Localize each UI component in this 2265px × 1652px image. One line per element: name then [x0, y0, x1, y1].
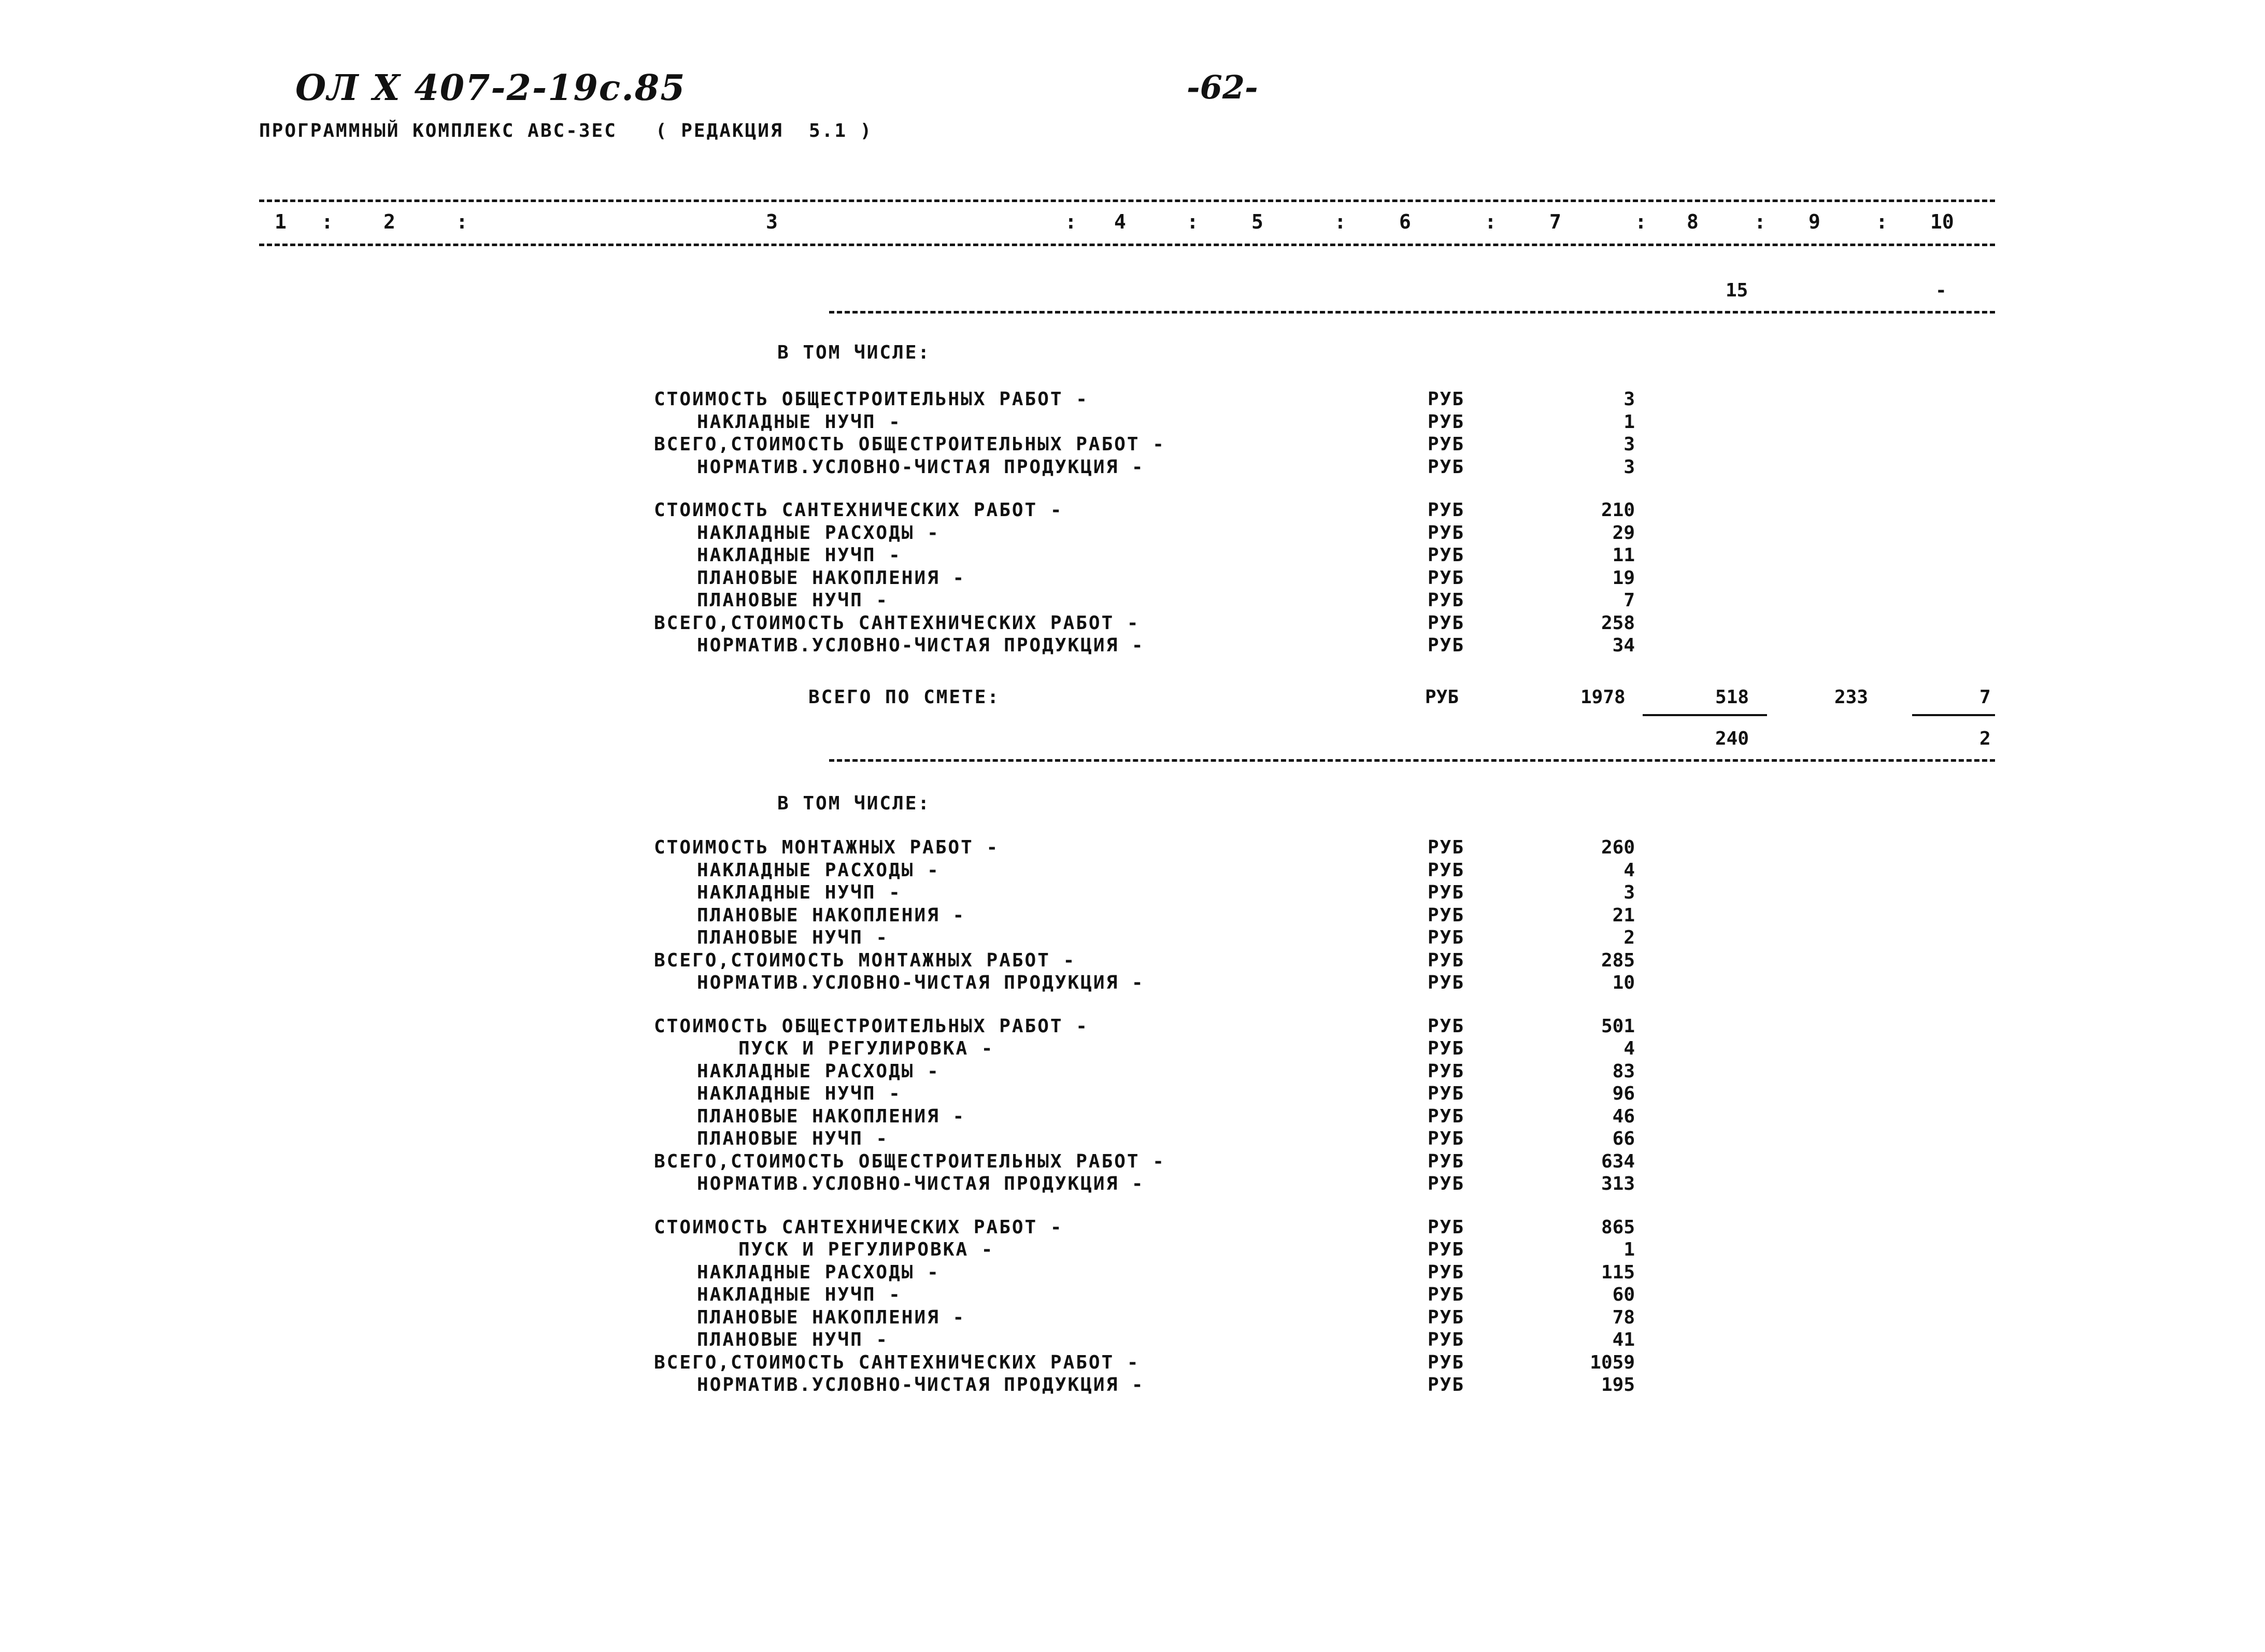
- line-item-unit: РУБ: [1428, 1351, 1465, 1373]
- line-item-label: НОРМАТИВ.УСЛОВНО-ЧИСТАЯ ПРОДУКЦИЯ -: [697, 1374, 1145, 1395]
- grand-total-underline-col10: [1912, 714, 1995, 716]
- top-total-col10: -: [1935, 280, 1947, 301]
- column-separator: :: [1635, 210, 1647, 233]
- top-total-col8: 15: [1726, 280, 1748, 301]
- column-number-6: 6: [1399, 210, 1411, 233]
- line-item-unit: РУБ: [1428, 949, 1465, 971]
- line-item-unit: РУБ: [1428, 567, 1465, 589]
- line-item-unit: РУБ: [1428, 434, 1465, 455]
- line-item-label: ПУСК И РЕГУЛИРОВКА -: [738, 1239, 994, 1260]
- line-item-value: 285: [1601, 949, 1635, 971]
- line-item-label: СТОИМОСТЬ САНТЕХНИЧЕСКИХ РАБОТ -: [654, 1216, 1063, 1238]
- line-item-value: 34: [1612, 635, 1635, 656]
- line-item-label: НАКЛАДНЫЕ РАСХОДЫ -: [697, 1060, 940, 1082]
- line-item-label: СТОИМОСТЬ МОНТАЖНЫХ РАБОТ -: [654, 837, 1000, 858]
- line-item-unit: РУБ: [1428, 590, 1465, 611]
- column-number-2: 2: [383, 210, 395, 233]
- line-item-unit: РУБ: [1428, 456, 1465, 478]
- line-item-value: 258: [1601, 612, 1635, 634]
- section-rule-1: [829, 311, 1995, 314]
- line-item-label: НАКЛАДНЫЕ НУЧП -: [697, 882, 902, 903]
- line-item-label: ПЛАНОВЫЕ НУЧП -: [697, 1329, 889, 1350]
- line-item-value: 3: [1623, 882, 1635, 903]
- grand-total-col7: 1978: [1580, 687, 1626, 708]
- column-separator: :: [1754, 210, 1766, 233]
- section-title: В ТОМ ЧИСЛЕ:: [777, 793, 931, 814]
- line-item-label: СТОИМОСТЬ ОБЩЕСТРОИТЕЛЬНЫХ РАБОТ -: [654, 1015, 1089, 1037]
- line-item-value: 10: [1612, 972, 1635, 993]
- line-item-label: НАКЛАДНЫЕ НУЧП -: [697, 411, 902, 433]
- line-item-unit: РУБ: [1428, 1150, 1465, 1172]
- column-number-4: 4: [1114, 210, 1126, 233]
- line-item-label: ПУСК И РЕГУЛИРОВКА -: [738, 1038, 994, 1059]
- line-item-value: 260: [1601, 837, 1635, 858]
- grand-total-col9: 233: [1834, 687, 1869, 708]
- line-item-unit: РУБ: [1428, 1239, 1465, 1260]
- line-item-label: НАКЛАДНЫЕ НУЧП -: [697, 1284, 902, 1305]
- line-item-unit: РУБ: [1428, 500, 1465, 521]
- line-item-value: 46: [1612, 1105, 1635, 1127]
- line-item-value: 1: [1623, 411, 1635, 433]
- line-item-value: 21: [1612, 904, 1635, 926]
- column-separator: :: [1876, 210, 1888, 233]
- line-item-label: ПЛАНОВЫЕ НУЧП -: [697, 1128, 889, 1149]
- line-item-unit: РУБ: [1428, 1261, 1465, 1283]
- line-item-value: 78: [1612, 1306, 1635, 1328]
- line-item-unit: РУБ: [1428, 882, 1465, 903]
- line-item-label: ВСЕГО,СТОИМОСТЬ ОБЩЕСТРОИТЕЛЬНЫХ РАБОТ -: [654, 434, 1165, 455]
- line-item-value: 3: [1623, 456, 1635, 478]
- line-item-unit: РУБ: [1428, 859, 1465, 881]
- line-item-label: НАКЛАДНЫЕ РАСХОДЫ -: [697, 1261, 940, 1283]
- line-item-value: 4: [1623, 859, 1635, 881]
- line-item-unit: РУБ: [1428, 1329, 1465, 1350]
- grand-total-underline-col8: [1643, 714, 1767, 716]
- line-item-label: НОРМАТИВ.УСЛОВНО-ЧИСТАЯ ПРОДУКЦИЯ -: [697, 456, 1145, 478]
- line-item-label: ПЛАНОВЫЕ НАКОПЛЕНИЯ -: [697, 1105, 966, 1127]
- column-number-3: 3: [766, 210, 778, 233]
- line-item-unit: РУБ: [1428, 612, 1465, 634]
- section-title: В ТОМ ЧИСЛЕ:: [777, 342, 931, 363]
- column-separator: :: [456, 210, 468, 233]
- line-item-unit: РУБ: [1428, 1105, 1465, 1127]
- line-item-value: 3: [1623, 389, 1635, 410]
- line-item-label: СТОИМОСТЬ ОБЩЕСТРОИТЕЛЬНЫХ РАБОТ -: [654, 389, 1089, 410]
- section-rule-2: [829, 759, 1995, 762]
- column-number-8: 8: [1687, 210, 1699, 233]
- line-item-label: ПЛАНОВЫЕ НУЧП -: [697, 927, 889, 948]
- column-number-5: 5: [1251, 210, 1263, 233]
- line-item-label: ВСЕГО,СТОИМОСТЬ САНТЕХНИЧЕСКИХ РАБОТ -: [654, 1351, 1140, 1373]
- line-item-label: НОРМАТИВ.УСЛОВНО-ЧИСТАЯ ПРОДУКЦИЯ -: [697, 1173, 1145, 1194]
- line-item-value: 1059: [1590, 1351, 1635, 1373]
- line-item-label: ПЛАНОВЫЕ НУЧП -: [697, 590, 889, 611]
- line-item-value: 1: [1623, 1239, 1635, 1260]
- column-separator: :: [1485, 210, 1497, 233]
- column-separator: :: [1334, 210, 1346, 233]
- line-item-value: 83: [1612, 1060, 1635, 1082]
- line-item-unit: РУБ: [1428, 1306, 1465, 1328]
- page-number: -62-: [1187, 68, 1258, 106]
- grand-total-label: ВСЕГО ПО СМЕТЕ:: [808, 687, 1001, 708]
- line-item-value: 11: [1612, 545, 1635, 566]
- line-item-value: 865: [1601, 1216, 1635, 1238]
- line-item-unit: РУБ: [1428, 1173, 1465, 1194]
- line-item-value: 41: [1612, 1329, 1635, 1350]
- line-item-value: 3: [1623, 434, 1635, 455]
- line-item-unit: РУБ: [1428, 635, 1465, 656]
- line-item-label: ПЛАНОВЫЕ НАКОПЛЕНИЯ -: [697, 567, 966, 589]
- line-item-unit: РУБ: [1428, 972, 1465, 993]
- line-item-label: НОРМАТИВ.УСЛОВНО-ЧИСТАЯ ПРОДУКЦИЯ -: [697, 635, 1145, 656]
- line-item-unit: РУБ: [1428, 389, 1465, 410]
- line-item-unit: РУБ: [1428, 411, 1465, 433]
- line-item-label: ВСЕГО,СТОИМОСТЬ ОБЩЕСТРОИТЕЛЬНЫХ РАБОТ -: [654, 1150, 1165, 1172]
- line-item-label: ВСЕГО,СТОИМОСТЬ МОНТАЖНЫХ РАБОТ -: [654, 949, 1076, 971]
- line-item-value: 96: [1612, 1083, 1635, 1104]
- line-item-unit: РУБ: [1428, 1038, 1465, 1059]
- line-item-unit: РУБ: [1428, 927, 1465, 948]
- line-item-value: 501: [1601, 1015, 1635, 1037]
- line-item-value: 4: [1623, 1038, 1635, 1059]
- column-number-7: 7: [1549, 210, 1561, 233]
- column-header-rule-top: [259, 200, 1995, 202]
- line-item-value: 2: [1623, 927, 1635, 948]
- line-item-label: ВСЕГО,СТОИМОСТЬ САНТЕХНИЧЕСКИХ РАБОТ -: [654, 612, 1140, 634]
- grand-total-col8-top: 518: [1715, 687, 1749, 708]
- column-separator: :: [1065, 210, 1077, 233]
- line-item-unit: РУБ: [1428, 1015, 1465, 1037]
- document-code: ОЛ X 407-2-19с.85: [295, 67, 686, 109]
- line-item-value: 634: [1601, 1150, 1635, 1172]
- line-item-value: 210: [1601, 500, 1635, 521]
- line-item-value: 66: [1612, 1128, 1635, 1149]
- line-item-label: НАКЛАДНЫЕ РАСХОДЫ -: [697, 522, 940, 544]
- line-item-label: ПЛАНОВЫЕ НАКОПЛЕНИЯ -: [697, 1306, 966, 1328]
- column-header-rule-bottom: [259, 244, 1995, 246]
- line-item-label: НАКЛАДНЫЕ НУЧП -: [697, 545, 902, 566]
- program-title: ПРОГРАММНЫЙ КОМПЛЕКС АВС-3ЕС ( РЕДАКЦИЯ 5.1 ): [259, 120, 873, 141]
- line-item-unit: РУБ: [1428, 904, 1465, 926]
- line-item-unit: РУБ: [1428, 1374, 1465, 1395]
- line-item-unit: РУБ: [1428, 545, 1465, 566]
- line-item-value: 7: [1623, 590, 1635, 611]
- line-item-unit: РУБ: [1428, 1284, 1465, 1305]
- line-item-unit: РУБ: [1428, 1083, 1465, 1104]
- line-item-value: 60: [1612, 1284, 1635, 1305]
- line-item-value: 19: [1612, 567, 1635, 589]
- grand-total-col10-bottom: 2: [1979, 728, 1991, 749]
- line-item-label: НОРМАТИВ.УСЛОВНО-ЧИСТАЯ ПРОДУКЦИЯ -: [697, 972, 1145, 993]
- line-item-label: ПЛАНОВЫЕ НАКОПЛЕНИЯ -: [697, 904, 966, 926]
- grand-total-col8-bottom: 240: [1715, 728, 1749, 749]
- line-item-unit: РУБ: [1428, 522, 1465, 544]
- line-item-value: 313: [1601, 1173, 1635, 1194]
- line-item-value: 195: [1601, 1374, 1635, 1395]
- line-item-unit: РУБ: [1428, 1060, 1465, 1082]
- column-number-9: 9: [1808, 210, 1820, 233]
- line-item-label: СТОИМОСТЬ САНТЕХНИЧЕСКИХ РАБОТ -: [654, 500, 1063, 521]
- column-number-1: 1: [275, 210, 287, 233]
- grand-total-col10-top: 7: [1979, 687, 1991, 708]
- line-item-label: НАКЛАДНЫЕ НУЧП -: [697, 1083, 902, 1104]
- line-item-unit: РУБ: [1428, 1216, 1465, 1238]
- grand-total-unit: РУБ: [1425, 687, 1459, 708]
- line-item-value: 29: [1612, 522, 1635, 544]
- line-item-label: НАКЛАДНЫЕ РАСХОДЫ -: [697, 859, 940, 881]
- line-item-value: 115: [1601, 1261, 1635, 1283]
- line-item-unit: РУБ: [1428, 837, 1465, 858]
- line-item-unit: РУБ: [1428, 1128, 1465, 1149]
- column-number-10: 10: [1930, 210, 1954, 233]
- column-separator: :: [321, 210, 333, 233]
- column-separator: :: [1187, 210, 1199, 233]
